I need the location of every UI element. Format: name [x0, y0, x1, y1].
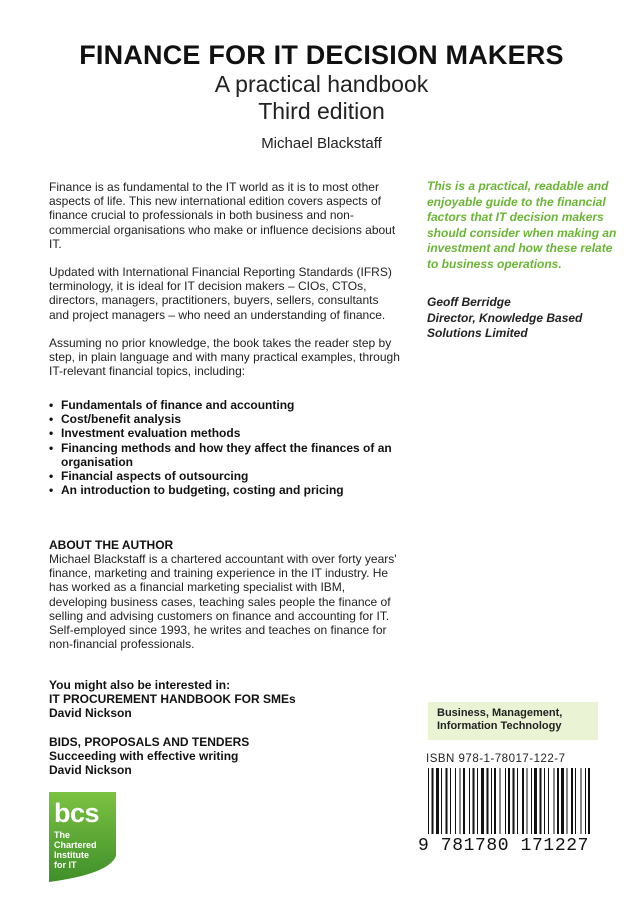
bullet: •	[49, 483, 54, 498]
topics-list	[49, 398, 409, 497]
topic-text: Investment evaluation methods	[61, 426, 241, 441]
endorser-role: Director, Knowledge Based Solutions Limited	[427, 310, 583, 340]
barcode-bar	[487, 768, 489, 834]
bullet: •	[49, 426, 54, 441]
topic-text: Financial aspects of outsourcing	[61, 469, 249, 484]
category-line: Information Technology	[437, 719, 562, 732]
bullet: •	[49, 412, 54, 427]
endorsement-attribution	[427, 295, 627, 342]
barcode-bar	[477, 768, 478, 834]
topic-text: Fundamentals of finance and accounting	[61, 398, 295, 412]
barcode-bar	[428, 768, 429, 834]
topic-text: Cost/benefit analysis	[61, 412, 182, 427]
endorsement-quote: This is a practical, readable and enjoyable guide to the financial factors that IT decision makers should consider when making an investment and how these relate to business operations.	[427, 179, 617, 271]
book-author: Michael Blackstaff	[261, 135, 382, 152]
bcs-tagline	[54, 830, 97, 870]
barcode-bar	[460, 768, 461, 834]
bcs-tag-line: Chartered	[54, 840, 97, 850]
spacer	[49, 721, 296, 735]
barcode-bar	[500, 768, 501, 834]
barcode-bar	[567, 768, 568, 834]
barcode-bar	[548, 768, 549, 834]
bullet: •	[49, 469, 54, 484]
category-label	[428, 702, 598, 740]
barcode-bar	[540, 768, 542, 834]
barcode-bar	[473, 768, 475, 834]
topic-item	[49, 441, 409, 469]
topic-item	[49, 426, 409, 440]
book-subtitle: A practical handbook	[214, 71, 429, 97]
barcode-bar	[446, 768, 448, 834]
barcode-bar	[491, 768, 492, 834]
barcode-bar	[571, 768, 573, 834]
related-book-author: David Nickson	[49, 763, 132, 778]
topic-item	[49, 398, 409, 412]
about-author-heading: ABOUT THE AUTHOR	[49, 538, 174, 552]
barcode-bar	[441, 768, 442, 834]
barcode-bar	[481, 768, 484, 834]
topic-item	[49, 483, 409, 497]
bullet: •	[49, 398, 54, 412]
barcode-bar	[469, 768, 470, 834]
barcode-bar	[513, 768, 515, 834]
barcode-number: 9 781780 171227	[418, 836, 590, 856]
barcode-bar	[554, 768, 555, 834]
bcs-tag-line: Institute	[54, 850, 89, 860]
bcs-logo	[49, 792, 116, 882]
about-author-text	[49, 552, 401, 651]
barcode-bar	[557, 768, 559, 834]
related-book-author: David Nickson	[49, 706, 132, 721]
barcode-bar	[517, 768, 518, 834]
barcode-bar	[436, 768, 439, 834]
description-paragraph-3	[49, 336, 401, 379]
related-book-title: BIDS, PROPOSALS AND TENDERS	[49, 734, 250, 749]
also-interested-section	[49, 678, 296, 777]
barcode-bar	[455, 768, 456, 834]
book-edition: Third edition	[258, 98, 385, 124]
barcode-bar	[508, 768, 510, 834]
barcode-bar	[463, 768, 465, 834]
isbn-label: ISBN 978-1-78017-122-7	[426, 753, 566, 765]
bullet: •	[49, 440, 54, 455]
bcs-tag-line: for IT	[54, 860, 77, 870]
related-book-subtitle: Succeeding with effective writing	[49, 748, 239, 763]
book-title: FINANCE FOR IT DECISION MAKERS	[79, 40, 564, 70]
bcs-wordmark: bcs	[54, 798, 100, 828]
also-heading: You might also be interested in:	[49, 678, 231, 692]
barcode-bar	[522, 768, 524, 834]
barcode-bar	[494, 768, 496, 834]
paragraph-text: Assuming no prior knowledge, the book takes the reader step by step, in plain language and with many practical examples, through IT-relevant financial topics, including:	[49, 336, 400, 379]
topic-text: An introduction to budgeting, costing and pricing	[61, 483, 344, 498]
barcode-bar	[534, 768, 537, 834]
paragraph-text: Michael Blackstaff is a chartered accountant with over forty years' finance, marketing and training experience in the IT industry. He has worked as a financial marketing specialist with IBM, developing business cases, teaching sales people the finance of selling and advising customers on finance and accounting for IT. Self-employed since 1993, he writes and teaches on finance for non-financial professionals.	[49, 552, 397, 652]
barcode-bar	[585, 768, 586, 834]
barcode-bar	[505, 768, 506, 834]
barcode-bar	[575, 768, 576, 834]
barcode-bar	[544, 768, 545, 834]
endorser-name: Geoff Berridge	[427, 295, 511, 309]
barcode-bar	[527, 768, 528, 834]
barcode-bar	[561, 768, 564, 834]
description-paragraph-1	[49, 180, 401, 251]
paragraph-text: Finance is as fundamental to the IT world as it is to most other aspects of life. This new international edition covers aspects of finance crucial to professionals in both business and non-commercial organisations who make or influence decisions about IT.	[49, 180, 396, 251]
paragraph-text: Updated with International Financial Reporting Standards (IFRS) terminology, it is ideal for IT decision makers – CIOs, CTOs, directors, managers, practitioners, buyers, sellers, consultants and project managers – who need an understanding of finance.	[49, 265, 392, 322]
barcode-bar	[588, 768, 590, 834]
bcs-tag-line: The	[54, 830, 71, 840]
barcode-bar	[531, 768, 532, 834]
related-book-title: IT PROCUREMENT HANDBOOK FOR SMEs	[49, 692, 296, 707]
barcode-bar	[432, 768, 434, 834]
barcode-bar	[581, 768, 582, 834]
description-paragraph-2	[49, 265, 401, 322]
topic-item	[49, 412, 409, 426]
barcode-bar	[450, 768, 451, 834]
category-line: Business, Management,	[437, 707, 563, 719]
topic-text: Financing methods and how they affect the finances of an organisation	[61, 440, 392, 469]
topic-item	[49, 469, 409, 483]
